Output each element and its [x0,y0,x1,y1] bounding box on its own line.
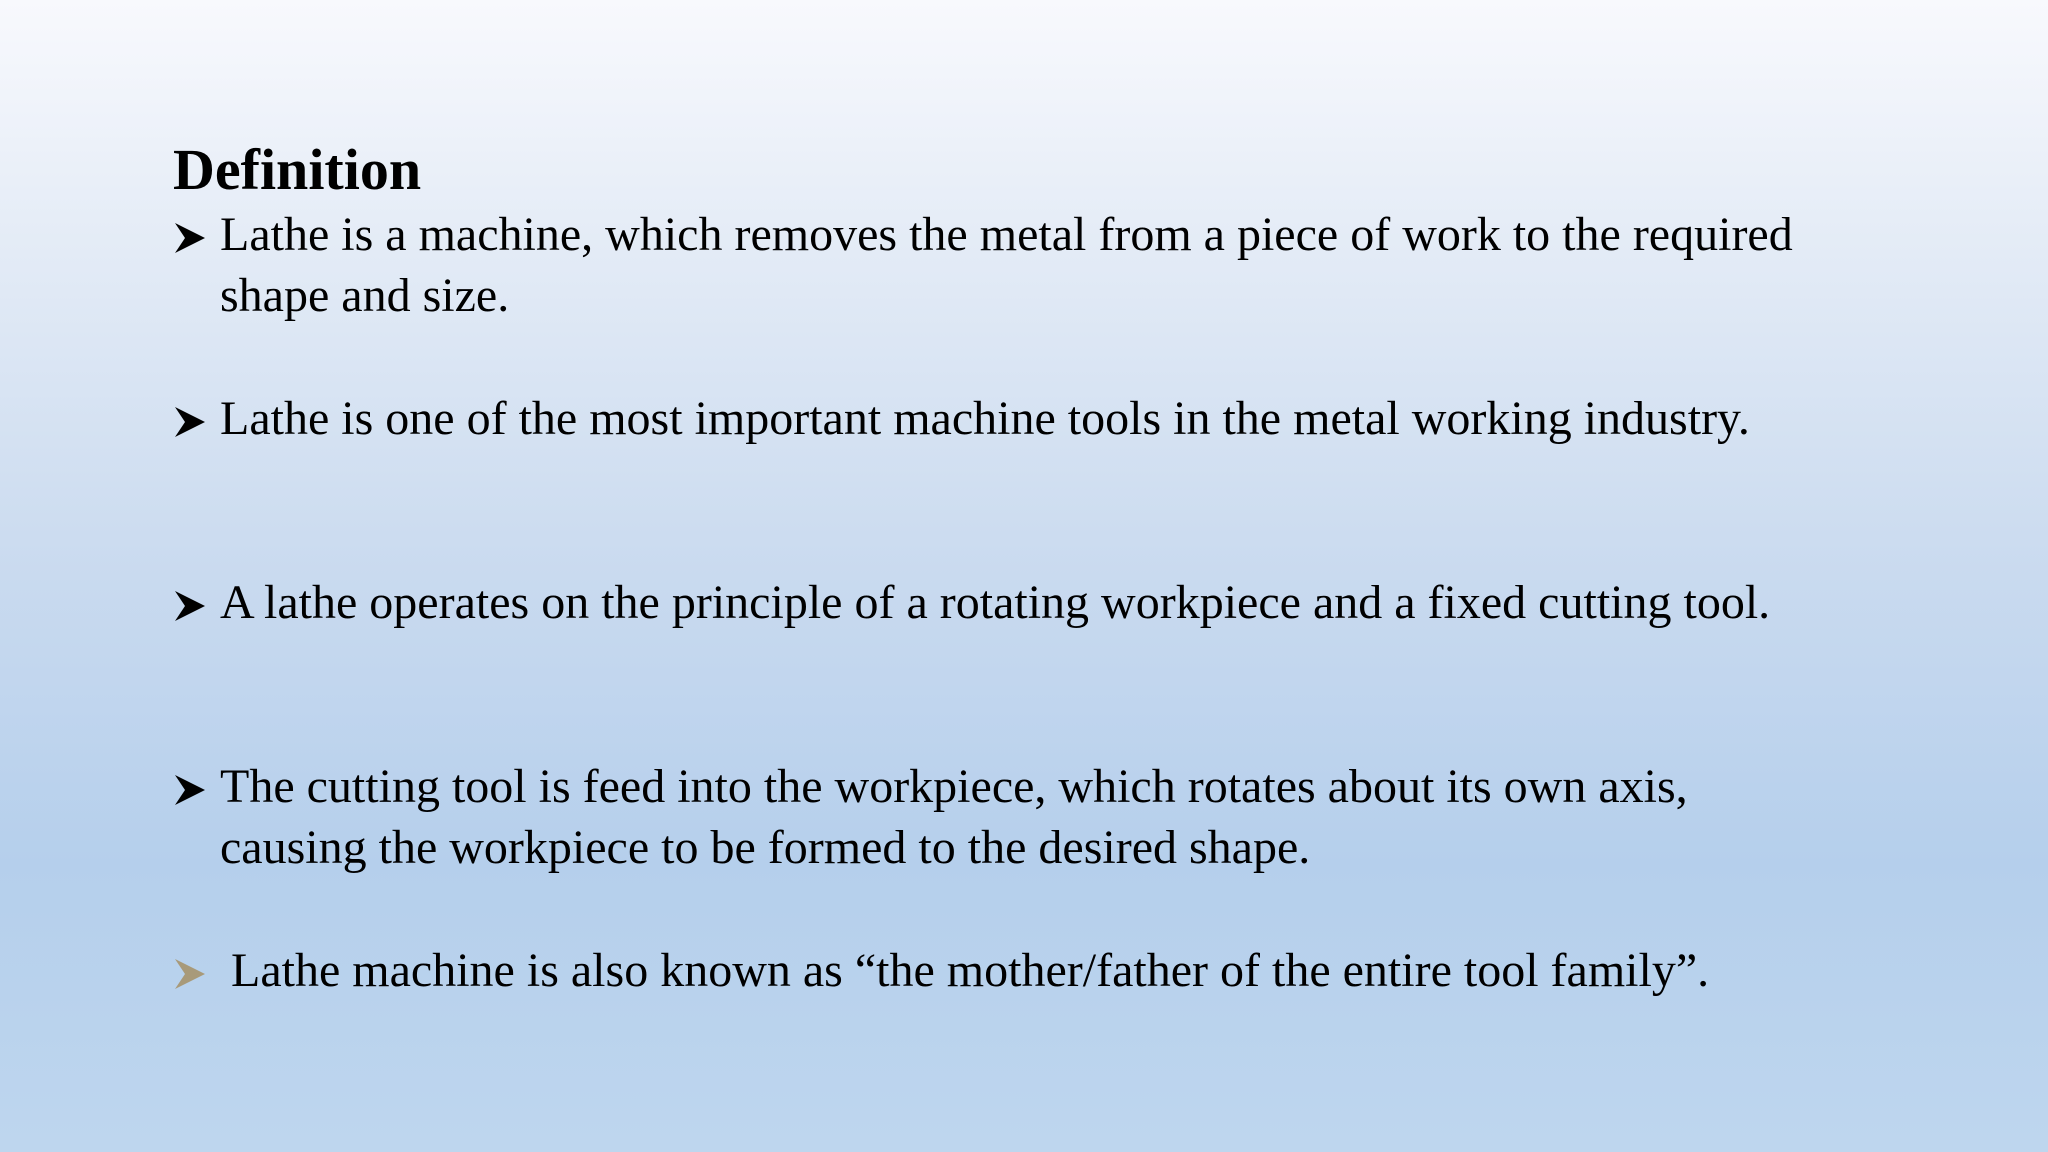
bullet-text: A lathe operates on the principle of a rotating workpiece and a fixed cutting tool. [220,576,1771,629]
bullet-item [173,572,1823,633]
bullet-text: Lathe is one of the most important machine tools in the metal working industry. [220,392,1750,445]
slide-title: Definition [173,137,422,202]
arrowhead-bullet-icon [173,957,207,991]
arrowhead-bullet-icon [173,405,207,439]
bullet-item [173,204,1823,326]
arrowhead-bullet-icon [173,589,207,623]
bullet-item [173,940,1823,1001]
arrowhead-bullet-icon [173,221,207,255]
bullet-text: Lathe machine is also known as “the mother/father of the entire tool family”. [231,944,1710,997]
bullet-text: The cutting tool is feed into the workpiece, which rotates about its own axis, causing the workpiece to be formed to the desired shape. [220,760,1688,874]
bullet-text: Lathe is a machine, which removes the metal from a piece of work to the required shape and size. [220,208,1793,322]
bullet-item [173,388,1823,449]
arrowhead-bullet-icon [173,773,207,807]
bullet-item [173,756,1823,878]
